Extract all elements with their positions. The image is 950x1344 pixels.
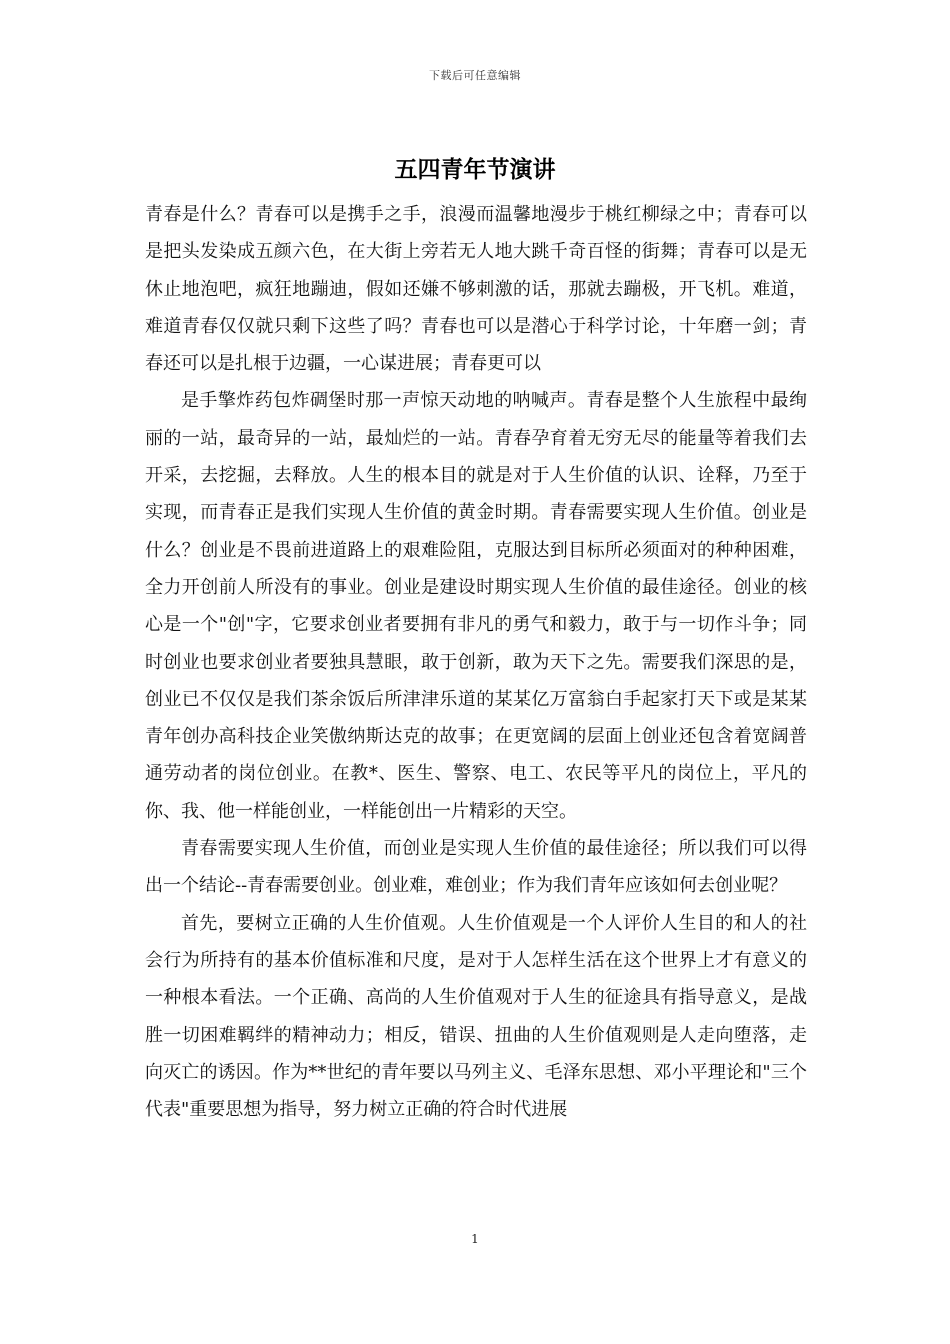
- page-number: 1: [471, 1232, 479, 1246]
- document-title: 五四青年节演讲: [394, 156, 556, 183]
- document-body: [145, 196, 807, 1128]
- paragraph-4: 首先，要树立正确的人生价值观。人生价值观是一个人评价人生目的和人的社会行为所持有的基本价值标准和尺度，是对于人怎样生活在这个世界上才有意义的一种根本看法。一个正确、高尚的人生价值观对于人生的征途具有指导意义，是战胜一切困难羁绊的精神动力；相反，错误、扭曲的人生价值观则是人走向堕落，走向灭亡的诱因。作为**世纪的青年要以马列主义、毛泽东思想、邓小平理论和"三个代表"重要思想为指导，努力树立正确的符合时代进展: [145, 912, 807, 1121]
- paragraph-3: 青春需要实现人生价值，而创业是实现人生价值的最佳途径；所以我们可以得出一个结论--青春需要创业。创业难，难创业；作为我们青年应该如何去创业呢？: [145, 838, 807, 897]
- paragraph-2: 是手擎炸药包炸碉堡时那一声惊天动地的呐喊声。青春是整个人生旅程中最绚丽的一站，最奇异的一站，最灿烂的一站。青春孕育着无穷无尽的能量等着我们去开采，去挖掘，去释放。人生的根本目的就是对于人生价值的认识、诠释，乃至于实现，而青春正是我们实现人生价值的黄金时期。青春需要实现人生价值。创业是什么？创业是不畏前进道路上的艰难险阻，克服达到目标所必须面对的种种困难，全力开创前人所没有的事业。创业是建设时期实现人生价值的最佳途径。创业的核心是一个"创"字，它要求创业者要拥有非凡的勇气和毅力，敢于与一切作斗争；同时创业也要求创业者要独具慧眼，敢于创新，敢为天下之先。需要我们深思的是，创业已不仅仅是我们茶余饭后所津津乐道的某某亿万富翁白手起家打天下或是某某青年创办高科技企业笑傲纳斯达克的故事；在更宽阔的层面上创业还包含着宽阔普通劳动者的岗位创业。在教*、医生、警察、电工、农民等平凡的岗位上，平凡的你、我、他一样能创业，一样能创出一片精彩的天空。: [145, 390, 807, 822]
- paragraph-1: 青春是什么？青春可以是携手之手，浪漫而温馨地漫步于桃红柳绿之中；青春可以是把头发染成五颜六色，在大街上旁若无人地大跳千奇百怪的街舞；青春可以是无休止地泡吧，疯狂地蹦迪，假如还嫌不够刺激的话，那就去蹦极，开飞机。难道，难道青春仅仅就只剩下这些了吗？青春也可以是潜心于科学讨论，十年磨一剑；青春还可以是扎根于边疆，一心谋进展；青春更可以: [145, 204, 807, 375]
- header-note: 下载后可任意编辑: [429, 69, 521, 82]
